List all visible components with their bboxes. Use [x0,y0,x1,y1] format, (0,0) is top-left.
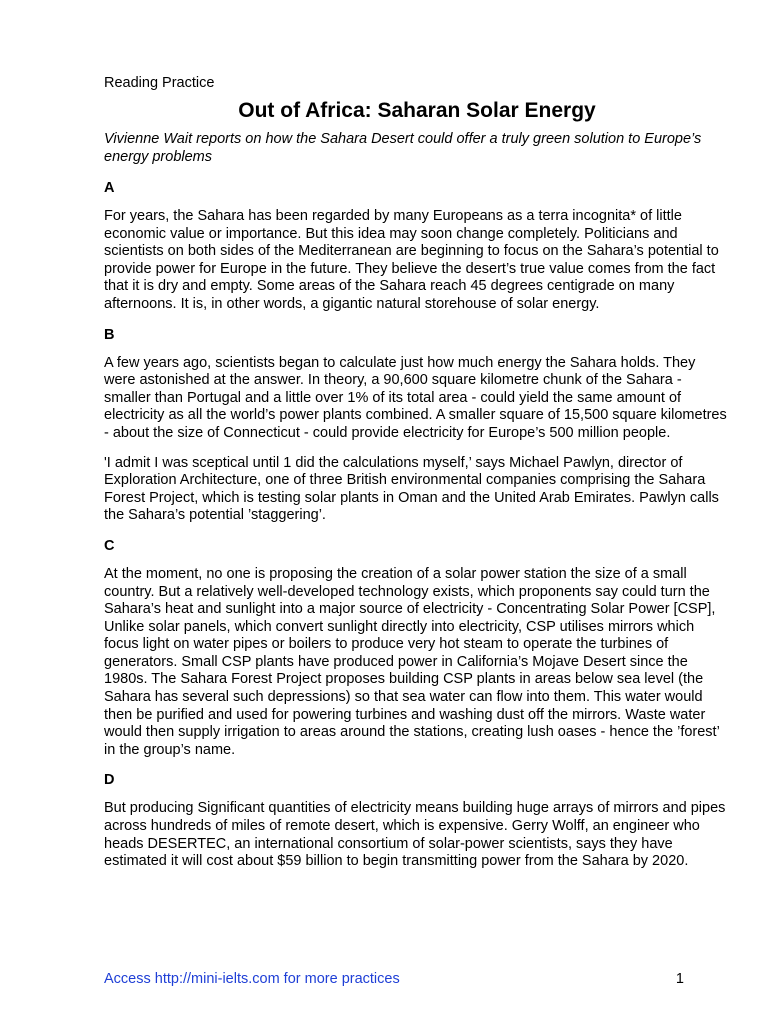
section-label-d: D [104,772,115,789]
section-a [104,179,730,314]
document-eyebrow: Reading Practice [104,75,215,91]
section-b [104,326,730,525]
section-c [104,537,730,760]
section-label-b: B [104,326,115,343]
page-title: Out of Africa: Saharan Solar Energy [238,99,596,122]
paragraph-b-2: 'I admit I was sceptical until 1 did the calculations myself,’ says Michael Pawlyn, director of Exploration Architecture, one of three British environmental companies comprising the Sahara Forest Project, which is testing solar plants in Oman and the United Arab Emirates. Pawlyn calls the Sahara’s potential ’staggering’. [104,454,719,524]
page-number: 1 [675,971,684,987]
paragraph-a-1: For years, the Sahara has been regarded by many Europeans as a terra incognita* of little economic value or importance. But this idea may soon change completely. Politicians and scientists on both sides of the Mediterranean are beginning to focus on the Sahara’s potential to provide power for Europe in the future. They believe the desert’s true value comes from the fact that it is dry and empty. Some areas of the Sahara reach 45 degrees centigrade on many afternoons. It is, in other words, a gigantic natural storehouse of solar energy. [104,208,719,312]
paragraph-b-1: A few years ago, scientists began to calculate just how much energy the Sahara holds. They were astonished at the answer. In theory, a 90,600 square kilometre chunk of the Sahara - smaller than Portugal and a little over 1% of its total area - could yield the same amount of electricity as all the world’s power plants combined. A smaller square of 15,500 square kilometres - about the size of Connecticut - could provide electricity for Europe’s 500 million people. [104,354,727,441]
paragraph-d-1: But producing Significant quantities of electricity means building huge arrays of mirrors and pipes across hundreds of miles of remote desert, which is expensive. Gerry Wolff, an engineer who heads DESERTEC, an international consortium of solar-power scientists, says they have estimated it will cost about $59 billion to begin transmitting power from the Sahara by 2020. [104,800,726,870]
document-page [104,74,730,883]
footer-link[interactable]: Access http://mini-ielts.com for more practices [104,971,400,987]
paragraph-c-1: At the moment, no one is proposing the creation of a solar power station the size of a small country. But a relatively well-developed technology exists, which proponents say could turn the Sahara’s heat and sunlight into a major source of electricity - Concentrating Solar Power [CSP], Unlike solar panels, which convert sunlight directly into electricity, CSP utilises mirrors which focus light on water pipes or boilers to produce very hot steam to operate the turbines of generators. Small CSP plants have produced power in California’s Mojave Desert since the 1980s. The Sahara Forest Project proposes building CSP plants in areas below sea level (the Sahara has several such depressions) so that sea water can flow into them. This water would then be purified and used for powering turbines and washing dust off the mirrors. Waste water would then supply irrigation to areas around the stations, creating lush oases - hence the ’forest’ in the group’s name. [104,565,720,758]
article-subtitle: Vivienne Wait reports on how the Sahara Desert could offer a truly green solution to Europe’s energy problems [104,131,702,165]
section-d [104,771,730,870]
section-label-c: C [104,537,115,554]
page-footer [104,970,684,988]
section-label-a: A [104,180,115,196]
